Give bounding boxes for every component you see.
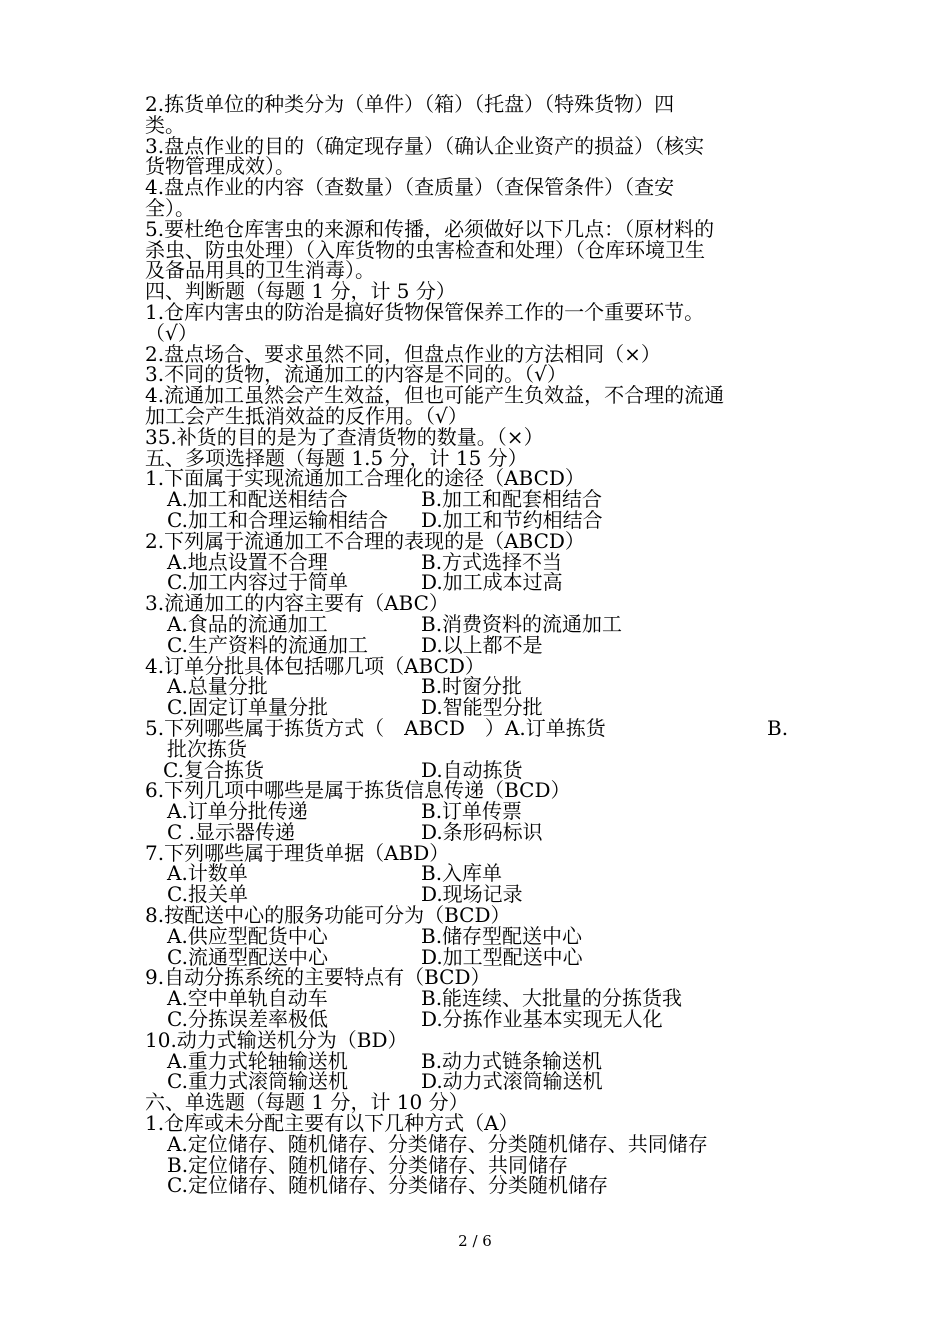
- option-row: [145, 944, 805, 969]
- option-row: [145, 863, 805, 884]
- option-b: B.消费资料的流通加工: [421, 611, 623, 636]
- option-row: [145, 697, 805, 718]
- option-c: C.固定订单量分批: [167, 695, 328, 720]
- option-b: B.时窗分批: [421, 674, 523, 699]
- question-stem: 7.下列哪些属于理货单据（ABD）: [145, 840, 450, 865]
- option-a: A.加工和配送相结合: [167, 487, 348, 512]
- option-b: B.方式选择不当: [421, 549, 563, 574]
- question-stem-text: 5.下列哪些属于拣货方式（ ABCD ）A.订单拣货: [145, 715, 606, 740]
- option-row: [145, 1048, 805, 1073]
- option-d: D.动力式滚筒输送机: [421, 1069, 603, 1094]
- text-line: 2.盘点场合、要求虽然不同，但盘点作业的方法相同（×）: [145, 341, 661, 366]
- option-row: [145, 572, 805, 593]
- text-line: 2.拣货单位的种类分为（单件）（箱）（托盘）（特殊货物）四: [145, 92, 675, 116]
- text-line: 3.不同的货物，流通加工的内容是不同的。（√）: [145, 362, 567, 387]
- question-stem: 3.流通加工的内容主要有（ABC）: [145, 591, 449, 616]
- section-heading-single-choice: 六、单选题（每题 1 分，计 10 分）: [145, 1090, 469, 1115]
- option-d: D.以上都不是: [421, 632, 543, 657]
- option-a: A.重力式轮轴输送机: [167, 1048, 348, 1073]
- option-d: D.条形码标识: [421, 819, 543, 844]
- option-a: A.定位储存、随机储存、分类储存、分类随机储存、共同储存: [167, 1131, 708, 1156]
- option-c: C.流通型配送中心: [167, 944, 328, 969]
- question-stem: 9.自动分拣系统的主要特点有（BCD）: [145, 965, 491, 990]
- option-c: C.加工内容过于简单: [167, 570, 348, 595]
- option-a: A.计数单: [167, 861, 248, 886]
- text-line: （√）: [145, 320, 198, 345]
- option-row: [145, 1071, 805, 1092]
- option-continuation: 批次拣货: [167, 736, 247, 761]
- option-d: D.自动拣货: [421, 757, 523, 782]
- option-row: [145, 632, 805, 657]
- option-d: D.分拣作业基本实现无人化: [421, 1007, 663, 1032]
- option-c: C.定位储存、随机储存、分类储存、分类随机储存: [167, 1173, 608, 1198]
- option-d: D.智能型分批: [421, 695, 543, 720]
- question-stem: 6.下列几项中哪些是属于拣货信息传递（BCD）: [145, 778, 571, 803]
- question-stem: 2.下列属于流通加工不合理的表现的是（ABCD）: [145, 528, 585, 553]
- option-b: B.订单传票: [421, 799, 523, 824]
- document-body: [145, 94, 805, 1196]
- question-stem: 1.下面属于实现流通加工合理化的途径（ABCD）: [145, 466, 585, 491]
- text-line: 5.要杜绝仓库害虫的来源和传播，必须做好以下几点：（原材料的: [145, 216, 715, 241]
- option-row: [145, 801, 805, 822]
- option-b: B.能连续、大批量的分拣货我: [421, 986, 683, 1011]
- option-row: [145, 1009, 805, 1030]
- text-line: 1.仓库内害虫的防治是搞好货物保管保养工作的一个重要环节。: [145, 299, 705, 324]
- option-d: D.现场记录: [421, 882, 523, 907]
- question-stem: 4.订单分批具体包括哪几项（ABCD）: [145, 653, 485, 678]
- option-b: B.入库单: [421, 861, 503, 886]
- option-c: C.生产资料的流通加工: [167, 632, 368, 657]
- option-row: [145, 611, 805, 636]
- option-a: A.食品的流通加工: [167, 611, 328, 636]
- section-heading-multiple-choice: 五、多项选择题（每题 1.5 分，计 15 分）: [145, 445, 528, 470]
- option-row: [145, 676, 805, 697]
- option-c: C.重力式滚筒输送机: [167, 1069, 348, 1094]
- option-c: C.分拣误差率极低: [167, 1007, 328, 1032]
- text-line: 及备品用具的卫生消毒）。: [145, 258, 375, 283]
- option-d: D.加工成本过高: [421, 570, 563, 595]
- question-stem: 8.按配送中心的服务功能可分为（BCD）: [145, 903, 511, 928]
- question-stem: [145, 715, 805, 740]
- text-line: 3.盘点作业的目的（确定现存量）（确认企业资产的损益）（核实: [145, 133, 705, 158]
- section-heading-judgment: 四、判断题（每题 1 分，计 5 分）: [145, 279, 456, 304]
- option-b: B.动力式链条输送机: [421, 1048, 603, 1073]
- option-a: A.订单分批传递: [167, 799, 308, 824]
- text-line: 货物管理成效）。: [145, 154, 295, 179]
- question-stem: 1.仓库或未分配主要有以下几种方式（A）: [145, 1111, 519, 1136]
- option-row: [145, 819, 805, 844]
- text-line: 类。: [145, 112, 185, 137]
- page-number: 2 / 6: [458, 1232, 492, 1250]
- option-a: A.地点设置不合理: [167, 549, 328, 574]
- option-a: A.总量分批: [167, 674, 268, 699]
- text-line: 35.补货的目的是为了查清货物的数量。（×）: [145, 424, 544, 449]
- option-row: [145, 507, 805, 532]
- question-stem: 10.动力式输送机分为（BD）: [145, 1027, 408, 1052]
- option-d: D.加工和节约相结合: [421, 507, 603, 532]
- option-c: C .显示器传递: [167, 819, 296, 844]
- text-line: 杀虫、防虫处理）（入库货物的虫害检查和处理）（仓库环境卫生: [145, 237, 705, 262]
- option-row: [145, 988, 805, 1009]
- text-line: 4.流通加工虽然会产生效益，但也可能产生负效益，不合理的流通: [145, 383, 725, 408]
- option-b: B.储存型配送中心: [421, 923, 583, 948]
- option-row: [145, 549, 805, 574]
- option-a: A.空中单轨自动车: [167, 986, 328, 1011]
- option-c: C.加工和合理运输相结合: [167, 507, 388, 532]
- option-d: D.加工型配送中心: [421, 944, 583, 969]
- option-a: A.供应型配货中心: [167, 923, 328, 948]
- text-line: 4.盘点作业的内容（查数量）（查质量）（查保管条件）（查安: [145, 175, 675, 200]
- option-b: B.定位储存、随机储存、分类储存、共同储存: [167, 1152, 569, 1177]
- option-row: [145, 489, 805, 510]
- option-row: [145, 923, 805, 948]
- option-c: C.复合拣货: [163, 757, 264, 782]
- option-row: [145, 757, 805, 782]
- option-row: [145, 884, 805, 905]
- option-c: C.报关单: [167, 882, 248, 907]
- option-b-label: B.: [767, 715, 789, 740]
- text-line: 加工会产生抵消效益的反作用。（√）: [145, 403, 468, 428]
- text-line: 全）。: [145, 195, 195, 220]
- option-b: B.加工和配套相结合: [421, 487, 603, 512]
